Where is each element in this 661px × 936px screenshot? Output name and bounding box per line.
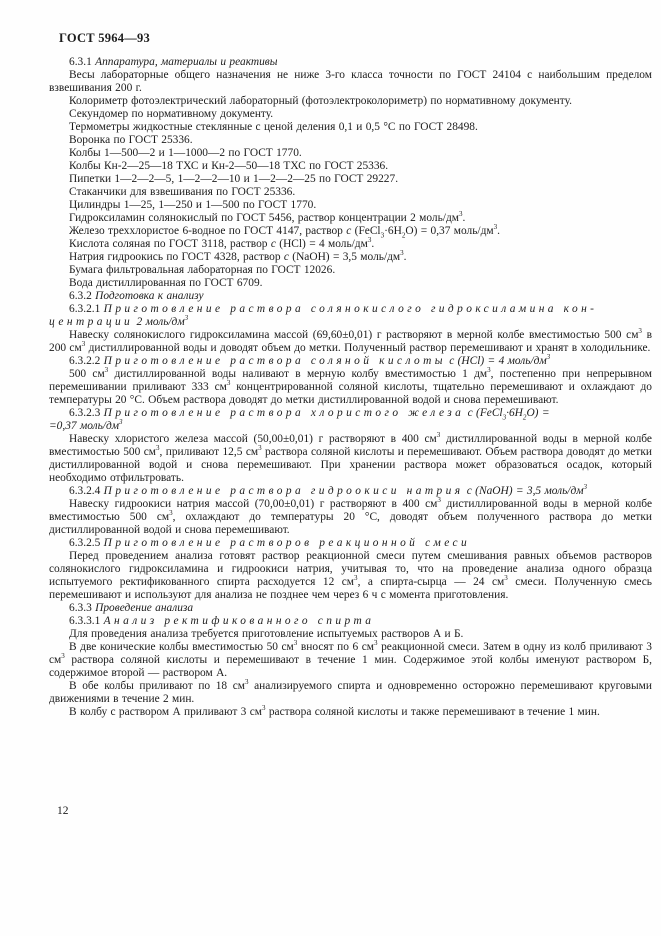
- text-run: 3: [61, 652, 65, 661]
- text-run: 3: [437, 496, 441, 505]
- text-run: 3: [502, 413, 507, 422]
- heading-6-3-2-3: 6.3.2.3 Приготовление раствора хлористого железа с $(FeCl_3\cdot 6H_2O)$ = =0,37 моль/$дм^3$: [49, 407, 550, 432]
- text-run: 3: [373, 639, 378, 648]
- text-run: 2: [522, 413, 527, 422]
- paragraph: Навеску гидроокиси натрия массой (70,00±0,01) г растворяют в 400 $см^3$ дистиллированной воды в мерной колбе вместимостью 500 $см^3$, охлаждают до температуры 20 °С, доводят объем полученного раствора до метки дистиллированной водой и снова перемешивают.: [49, 496, 652, 536]
- heading-6-3-2-1: 6.3.2.1 Приготовление раствора солянокислого гидроксиламина кон- центрации 2 моль/$дм^3$: [49, 303, 598, 328]
- text-run: 3: [258, 444, 262, 453]
- paragraph: Секундомер по нормативному документу.: [69, 108, 274, 120]
- paragraph: Навеску солянокислого гидроксиламина массой (69,60±0,01) г растворяют в мерной колбе вместимостью 500 $см^3$ в 200 $см^3$ дистиллированной воды и доводят объем до метки. Полученный раствор перемешивают и хранят в холодильнике.: [49, 327, 652, 354]
- paragraph: Колориметр фотоэлектрический лабораторный (фотоэлектроколориметр) по нормативному документу.: [69, 95, 572, 107]
- heading-6-3-3-1: 6.3.3.1 Анализ ректификованного спирта: [69, 615, 375, 627]
- text-run: 3: [638, 327, 642, 336]
- text-run: 3: [104, 366, 109, 375]
- text-run: 3: [226, 379, 231, 388]
- heading-6-3-1: 6.3.1 Аппаратура, материалы и реактивы: [69, 56, 278, 68]
- paragraph: Пипетки 1—2—2—5, 1—2—2—10 и 1—2—2—25 по ГОСТ 29227.: [69, 173, 399, 185]
- paragraph: В две конические колбы вместимостью 50 $см^3$ вносят по 6 $см^3$ реакционной смеси. Затем в одну из колб приливают 3 $см^3$ раствора соляной кислоты и перемешивают в течение 1 мин. Содержимое этой колбы именуют раствором Б, содержимое второй — раствором А.: [49, 639, 652, 679]
- paragraph: Перед проведением анализа готовят раствор реакционной смеси путем смешивания равных объемов растворов солянокислого гидроксиламина и гидроокиси натрия, учитывая то, что на проведение анализа одного образца испытуемого ректификованного спирта расходуется 12 $см^3$, а спирта-сырца — 24 $см^3$ смеси. Полученную смесь перемешивают и используют для анализа не позднее чем через 6 ч с момента приготовления.: [49, 550, 652, 601]
- text-run: с (HCl) = 4 моль/дм: [445, 355, 547, 367]
- text-run: с (NaOH) = 3,5 моль/дм: [463, 485, 584, 497]
- paragraph: Колбы 1—500—2 и 1—1000—2 по ГОСТ 1770.: [69, 147, 302, 159]
- text-run: 3: [493, 223, 498, 232]
- text-run: 3: [354, 574, 358, 583]
- paragraph: Для проведения анализа требуется приготовление испытуемых растворов А и Б.: [69, 628, 464, 640]
- text-run: 3: [400, 249, 404, 258]
- text-run: 3: [504, 574, 508, 583]
- text-run: центрации: [49, 316, 134, 328]
- paragraph: Натрия гидроокись по ГОСТ 4328, раствор с (NaOH) = 3,5 моль/$дм^3$.: [69, 249, 407, 263]
- text-run: Подготовка к анализу: [95, 290, 204, 302]
- heading-6-3-2-4: 6.3.2.4 Приготовление раствора гидроокиси натрия с (NaOH) = 3,5 моль/$дм^3$: [69, 483, 588, 497]
- text-run: Приготовление раствора солянокислого гидроксиламина кон-: [103, 303, 598, 315]
- text-run: Проведение анализа: [95, 602, 194, 614]
- text-run: 3: [367, 236, 372, 245]
- paragraph: В колбу с раствором А приливают 3 $см^3$ раствора соляной кислоты и также перемешивают в течение 1 мин.: [69, 704, 600, 718]
- text-run: Анализ ректификованного спирта: [103, 615, 375, 627]
- paragraph: Кислота соляная по ГОСТ 3118, раствор с (HCl) = 4 моль/$дм^3$.: [69, 236, 375, 250]
- heading-6-3-3: 6.3.3 Проведение анализа: [69, 602, 194, 614]
- text-body: [49, 56, 652, 719]
- text-run: Аппаратура, материалы и реактивы: [95, 56, 278, 68]
- document-standard-number: ГОСТ 5964—93: [59, 31, 151, 45]
- paragraph: Вода дистиллированная по ГОСТ 6709.: [69, 277, 263, 289]
- text-run: 3: [244, 678, 249, 687]
- heading-6-3-2: 6.3.2 Подготовка к анализу: [69, 290, 204, 302]
- heading-6-3-2-2: 6.3.2.2 Приготовление раствора соляной кислоты с (HCl) = 4 моль/$дм^3$: [69, 353, 551, 367]
- text-run: 3: [81, 340, 86, 349]
- text-run: O) =: [526, 407, 550, 419]
- paragraph: Воронка по ГОСТ 25336.: [69, 134, 193, 146]
- text-run: 3: [119, 418, 123, 427]
- text-run: 3: [436, 431, 441, 440]
- text-run: 2 моль/дм: [133, 316, 185, 328]
- paragraph: Бумага фильтровальная лабораторная по ГОСТ 12026.: [69, 264, 336, 276]
- paragraph: Навеску хлористого железа массой (50,00±0,01) г растворяют в 400 $см^3$ дистиллированной воды в мерной колбе вместимостью 500 $см^3$, приливают 12,5 $см^3$ раствора соляной кислоты и перемешивают. Объем раствора доводят до метки дистиллированной водой и снова перемешивают. При хранении раствора может образоваться осадок, который необходимо отфильтровать.: [49, 431, 652, 484]
- text-run: с: [283, 251, 289, 263]
- paragraph: В обе колбы приливают по 18 $см^3$ анализируемого спирта и одновременно осторожно перемешивают круговыми движениями в течение 2 мин.: [49, 678, 652, 705]
- text-run: 3: [184, 314, 189, 323]
- text-run: с: [346, 225, 352, 237]
- text-run: 3: [169, 509, 173, 518]
- text-run: 3: [261, 704, 266, 713]
- text-run: Приготовление растворов реакционной смеси: [103, 537, 471, 549]
- text-run: 3: [380, 231, 385, 240]
- text-run: 3: [458, 210, 463, 219]
- paragraph: Колбы Кн-2—25—18 ТХС и Кн-2—50—18 ТХС по ГОСТ 25336.: [69, 160, 389, 172]
- heading-6-3-2-5: 6.3.2.5 Приготовление растворов реакционной смеси: [69, 537, 471, 549]
- text-run: 2: [401, 231, 406, 240]
- text-run: 3: [583, 483, 588, 492]
- text-run: =0,37 моль/дм: [49, 420, 119, 432]
- text-run: с: [270, 238, 276, 250]
- text-run: Приготовление раствора гидроокиси натрия: [103, 485, 464, 497]
- text-run: 3: [546, 353, 551, 362]
- page-number: 12: [57, 805, 69, 817]
- paragraph: Термометры жидкостные стеклянные с ценой деления 0,1 и 0,5 °С по ГОСТ 28498.: [69, 121, 478, 133]
- text-run: ·6H: [506, 407, 523, 419]
- text-run: 3: [155, 444, 160, 453]
- text-run: Приготовление раствора хлористого железа: [103, 407, 465, 419]
- paragraph: Железо треххлористое 6-водное по ГОСТ 4147, раствор с $(FeCl_3\cdot 6H_2O) = 0,37$ моль/$дм^3$.: [69, 223, 500, 240]
- paragraph: 500 $см^3$ дистиллированной воды наливают в мерную колбу вместимостью 1 $дм^3$, постепенно при непрерывном перемешивании приливают 333 $см^3$ концентрированной соляной кислоты, тщательно перемешивают и охлаждают до температуры 20 °С. Объем раствора доводят до метки дистиллированной водой и снова перемешивают.: [49, 366, 652, 406]
- text-run: 3: [293, 639, 298, 648]
- paragraph: Цилиндры 1—25, 1—250 и 1—500 по ГОСТ 1770.: [69, 199, 317, 211]
- text-run: Приготовление раствора соляной кислоты: [103, 355, 446, 367]
- text-run: 3: [487, 366, 491, 375]
- paragraph: Стаканчики для взвешивания по ГОСТ 25336.: [69, 186, 296, 198]
- paragraph: Гидроксиламин солянокислый по ГОСТ 5456, раствор концентрации 2 моль/$дм^3$.: [69, 210, 466, 224]
- paragraph: Весы лабораторные общего назначения не ниже 3-го класса точности по ГОСТ 24104 с наибольшим пределом взвешивания 200 г.: [49, 69, 652, 94]
- text-run: с (FeCl: [464, 407, 503, 419]
